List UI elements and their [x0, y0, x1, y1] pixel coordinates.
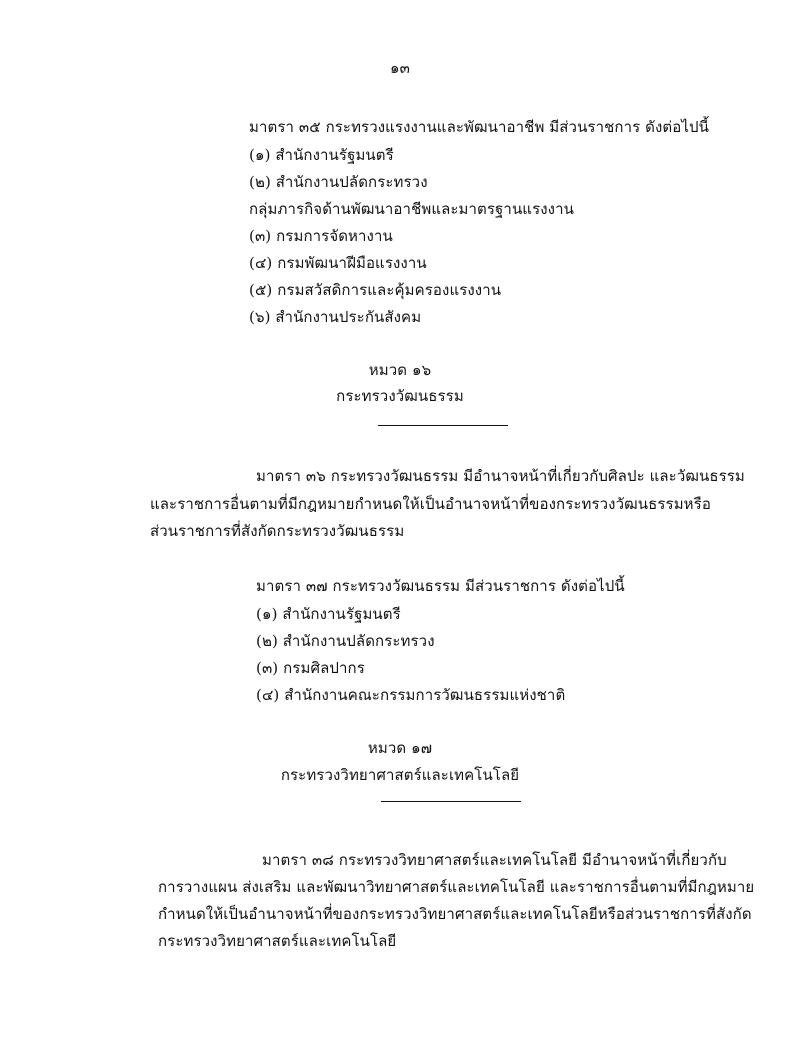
section-36-line-2: และราชการอื่นตามที่มีกฎหมายกำหนดให้เป็นอำนาจหน้าที่ของกระทรวงวัฒนธรรมหรือ	[150, 495, 711, 513]
chapter-16-title: กระทรวงวัฒนธรรม	[336, 387, 464, 405]
section-37-item-4: (๔) สำนักงานคณะกรรมการวัฒนธรรมแห่งชาติ	[256, 686, 566, 704]
section-37-item-3: (๓) กรมศิลปากร	[256, 659, 365, 677]
section-35-item-6: (๖) สำนักงานประกันสังคม	[249, 308, 422, 326]
section-37-item-1: (๑) สำนักงานรัฐมนตรี	[256, 605, 401, 623]
section-35-group-heading: กลุ่มภารกิจด้านพัฒนาอาชีพและมาตรฐานแรงงาน	[249, 200, 574, 218]
section-38-line-1: มาตรา ๓๘ กระทรวงวิทยาศาสตร์และเทคโนโลยี มีอำนาจหน้าที่เกี่ยวกับ	[262, 851, 727, 869]
section-37-heading: มาตรา ๓๗ กระทรวงวัฒนธรรม มีส่วนราชการ ดังต่อไปนี้	[256, 577, 625, 595]
section-35-item-1: (๑) สำนักงานรัฐมนตรี	[249, 146, 394, 164]
section-37-item-2: (๒) สำนักงานปลัดกระทรวง	[256, 632, 435, 650]
section-35-heading: มาตรา ๓๕ กระทรวงแรงงานและพัฒนาอาชีพ มีส่วนราชการ ดังต่อไปนี้	[249, 118, 709, 136]
chapter-16-divider	[378, 425, 508, 426]
chapter-16-number: หมวด ๑๖	[368, 361, 432, 379]
chapter-17-number: หมวด ๑๗	[367, 739, 433, 757]
section-35-item-2: (๒) สำนักงานปลัดกระทรวง	[249, 173, 428, 191]
section-35-item-5: (๕) กรมสวัสดิการและคุ้มครองแรงงาน	[249, 281, 502, 299]
section-35-item-3: (๓) กรมการจัดหางาน	[249, 227, 393, 245]
section-36-line-1: มาตรา ๓๖ กระทรวงวัฒนธรรม มีอำนาจหน้าที่เกี่ยวกับศิลปะ และวัฒนธรรม	[256, 467, 745, 485]
chapter-17-title: กระทรวงวิทยาศาสตร์และเทคโนโลยี	[280, 766, 520, 784]
section-38-line-4: กระทรวงวิทยาศาสตร์และเทคโนโลยี	[158, 932, 397, 950]
section-36-line-3: ส่วนราชการที่สังกัดกระทรวงวัฒนธรรม	[150, 522, 405, 540]
section-38-line-2: การวางแผน ส่งเสริม และพัฒนาวิทยาศาสตร์และเทคโนโลยี และราชการอื่นตามที่มีกฎหมาย	[158, 878, 755, 896]
section-35-item-4: (๔) กรมพัฒนาฝีมือแรงงาน	[249, 254, 427, 272]
chapter-17-divider	[381, 801, 521, 802]
section-38-line-3: กำหนดให้เป็นอำนาจหน้าที่ของกระทรวงวิทยาศาสตร์และเทคโนโลยีหรือส่วนราชการที่สังกัด	[158, 905, 752, 923]
page-number: ๑๓	[390, 59, 410, 77]
